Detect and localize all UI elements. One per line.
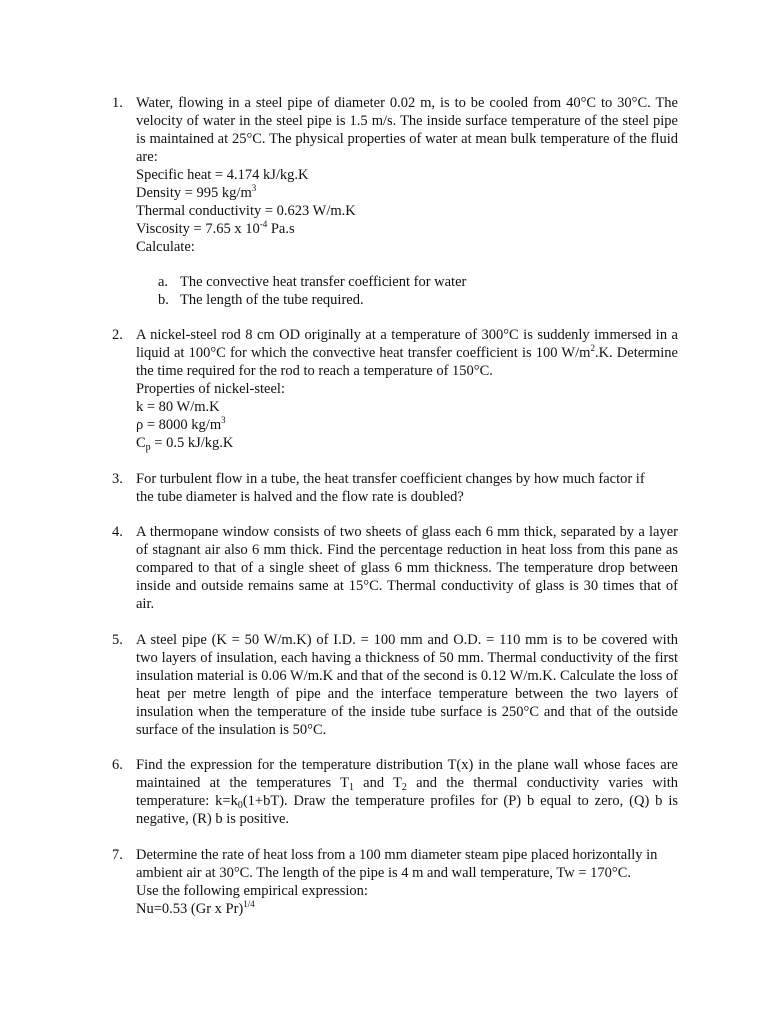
document-page: 1. Water, flowing in a steel pipe of diameter 0.02 m, is to be cooled from 40°C to 30°C. The velocity of water in the steel pipe is 1.5 m/s. The inside surface temperature of the steel pipe is maintained at 25°C. The physical properties of water at mean bulk temperature of the fluid are: Specific heat = 4.174 kJ/kg.K Density = 995 $kg/m^3$ Thermal conductivity = 0.623 W/m.K Viscosity = 7.65 x $10^{-4}$ Pa.s Calculate: a. The convective heat transfer coefficient for water b. The length of the tube required. 2. A nickel-steel rod 8 cm OD originally at a temperature of 300°C is suddenly immersed in a liquid at 100°C for which the convective heat transfer coefficient is 100 $W/m^2.K$. Determine the time required for the rod to reach a temperature of 150°C. Properties of nickel-steel: k = 80 W/m.K ρ = 8000 $kg/m^3$ $C_p = 0.5$ kJ/kg.K 3. For turbulent flow in a tube, the heat transfer coefficient changes by how much factor if the tube diameter is halved and the flow rate is doubled? 4. A thermopane window consists of two sheets of glass each 6 mm thick, separated by a layer of stagnant air also 6 mm thick. Find the percentage reduction in heat loss from this pane as compared to that of a single sheet of glass 6 mm thickness. The temperature drop between inside and outside remains same at 15°C. Thermal conductivity of glass is 30 times that of air. 5. A steel pipe (K = 50 W/m.K) of I.D. = 100 mm and O.D. = 110 mm is to be covered with two layers of insulation, each having a thickness of 50 mm. Thermal conductivity of the first insulation material is 0.06 W/m.K and that of the second is 0.12 W/m.K. Calculate the loss of heat per metre length of pipe and the interface temperature between the two layers of insulation when the temperature of the inside tube surface is 250°C and that of the outside surface of the insulation is 50°C. 6. Find the expression for the temperature distribution T(x) in the plane wall whose faces are maintained at the temperatures $T_1$ and $T_2$ and the thermal conductivity varies with temperature: $k=k_0(1+bT)$. Draw the temperature profiles for (P) b equal to zero, (Q) b is negative, (R) b is positive. 7. Determine the rate of heat loss from a 100 mm diameter steam pipe placed horizontally in ambient air at 30°C. The length of the pipe is 4 m and wall temperature, Tw = 170°C. Use the following empirical expression: Nu=0.53 (Gr x Pr)$^{1/4}$: [112, 95, 679, 917]
property-cp: $C_p = 0.5$ kJ/kg.K: [136, 435, 234, 453]
question-text: Water, flowing in a steel pipe of diameter 0.02 m, is to be cooled from 40°C to 30°C. The velocity of water in the steel pipe is 1.5 m/s. The inside surface temperature of the steel pipe is maintained at 25°C. The physical properties of water at mean bulk temperature of the fluid are:: [136, 95, 678, 165]
property-viscosity: Viscosity = 7.65 x $10^{-4}$ Pa.s: [136, 219, 295, 237]
question-text: Find the expression for the temperature distribution T(x) in the plane wall whose faces are maintained at the temperatures $T_1$ and $T_2$ and the thermal conductivity varies with temperature: $k=k_0(1+bT)$. Draw the temperature profiles for (P) b equal to zero, (Q) b is negative, (R) b is positive.: [136, 757, 679, 827]
question-number: 4.: [112, 524, 123, 540]
question-number: 6.: [112, 757, 123, 773]
nusselt-expression: Nu=0.53 (Gr x Pr)$^{1/4}$: [136, 899, 255, 917]
question-number: 1.: [112, 95, 123, 111]
question-number: 3.: [112, 471, 123, 487]
question-text: A nickel-steel rod 8 cm OD originally at a temperature of 300°C is suddenly immersed in a liquid at 100°C for which the convective heat transfer coefficient is 100 $W/m^2.K$. Determine the time required for the rod to reach a temperature of 150°C.: [136, 327, 678, 379]
question-number: 7.: [112, 847, 123, 863]
question-number: 2.: [112, 327, 123, 343]
property-density: Density = 995 $kg/m^3$: [136, 183, 257, 201]
property-k: k = 80 W/m.K: [136, 399, 220, 415]
question-text: A thermopane window consists of two sheets of glass each 6 mm thick, separated by a layer of stagnant air also 6 mm thick. Find the percentage reduction in heat loss from this pane as compared to that of a single sheet of glass 6 mm thickness. The temperature drop between inside and outside remains same at 15°C. Thermal conductivity of glass is 30 times that of air.: [136, 524, 678, 612]
properties-title: Properties of nickel-steel:: [136, 381, 285, 397]
calculate-label: Calculate:: [136, 239, 195, 255]
question-number: 5.: [112, 632, 123, 648]
property-rho: ρ = 8000 $kg/m^3$: [136, 415, 226, 433]
question-text: Determine the rate of heat loss from a 100 mm diameter steam pipe placed horizontally in ambient air at 30°C. The length of the pipe is 4 m and wall temperature, Tw = 170°C. Use the following empirical expression: Nu=0.53 (Gr x Pr)$^{1/4}$: [136, 846, 678, 918]
question-text: For turbulent flow in a tube, the heat transfer coefficient changes by how much factor if the tube diameter is halved and the flow rate is doubled?: [136, 471, 645, 505]
property-specific-heat: Specific heat = 4.174 kJ/kg.K: [136, 167, 309, 183]
question-text: A steel pipe (K = 50 W/m.K) of I.D. = 100 mm and O.D. = 110 mm is to be covered with two layers of insulation, each having a thickness of 50 mm. Thermal conductivity of the first insulation material is 0.06 W/m.K and that of the second is 0.12 W/m.K. Calculate the loss of heat per metre length of pipe and the interface temperature between the two layers of insulation when the temperature of the inside tube surface is 250°C and that of the outside surface of the insulation is 50°C.: [136, 632, 678, 738]
property-conductivity: Thermal conductivity = 0.623 W/m.K: [136, 203, 356, 219]
